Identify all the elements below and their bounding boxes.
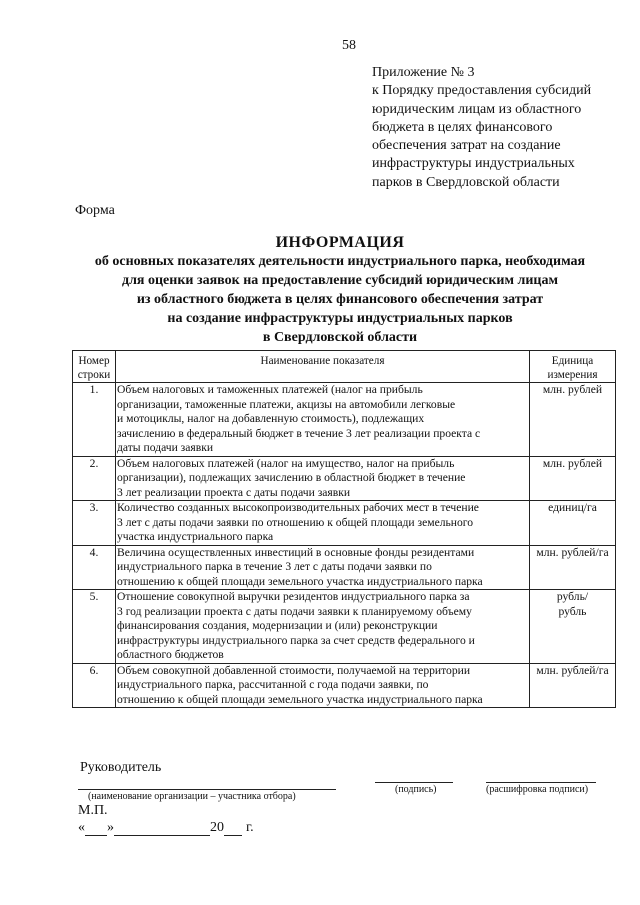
title-line: на создание инфраструктуры индустриальных парков bbox=[167, 311, 513, 326]
title-line: для оценки заявок на предоставление субсидий юридическим лицам bbox=[121, 273, 559, 288]
header-indicator-name bbox=[116, 351, 530, 383]
cell-line: Объем совокупной добавленной стоимости, получаемой на территории bbox=[117, 663, 471, 677]
cell-line: рубль/ bbox=[556, 590, 589, 603]
table-header-row bbox=[73, 351, 616, 383]
table-row bbox=[73, 456, 616, 501]
signature-caption: (подпись) bbox=[395, 784, 437, 795]
cell-line: 3 год реализации проекта с даты подачи заявки к планируемому объему bbox=[117, 604, 472, 618]
title-line: об основных показателях деятельности индустриального парка, необходимая bbox=[94, 254, 586, 269]
appendix-line: к Порядку предоставления субсидий bbox=[372, 83, 592, 99]
indicators-table bbox=[72, 350, 616, 708]
day-blank bbox=[85, 821, 107, 836]
month-blank bbox=[114, 821, 210, 836]
title-line: в Свердловской области bbox=[262, 330, 418, 345]
row-number: 6. bbox=[73, 663, 116, 708]
cell-line: Отношение совокупной выручки резидентов индустриального парка за bbox=[117, 590, 470, 603]
unit-cell bbox=[530, 383, 616, 457]
cell-line: отношению к общей площади земельного участка индустриального парка bbox=[117, 692, 483, 706]
table-row bbox=[73, 383, 616, 457]
header-unit bbox=[530, 351, 616, 383]
cell-line: даты подачи заявки bbox=[117, 441, 214, 454]
cell-line: млн. рублей bbox=[542, 383, 603, 396]
cell-line: млн. рублей/га bbox=[536, 545, 609, 559]
cell-line: Объем налоговых платежей (налог на имущество, налог на прибыль bbox=[117, 456, 455, 470]
appendix-block bbox=[372, 64, 591, 192]
indicator-name bbox=[116, 545, 530, 590]
cell-line: млн. рублей bbox=[542, 456, 603, 470]
appendix-line: обеспечения затрат на создание bbox=[372, 138, 561, 154]
row-number: 1. bbox=[73, 383, 116, 457]
header-text: Наименование показателя bbox=[260, 355, 385, 367]
appendix-line: бюджета в целях финансового bbox=[372, 119, 553, 135]
appendix-line: инфраструктуры индустриальных bbox=[372, 156, 575, 172]
stamp-place: М.П. bbox=[78, 803, 108, 818]
cell-line: единиц/га bbox=[548, 501, 597, 514]
cell-line: финансирования создания, модернизации и (или) реконструкции bbox=[117, 619, 438, 632]
cell-line: организации), подлежащих зачислению в областной бюджет в течение bbox=[117, 471, 466, 484]
cell-line: зачислению в федеральный бюджет в течение 3 лет реализации проекта с bbox=[117, 426, 481, 440]
unit-cell bbox=[530, 456, 616, 501]
indicator-name bbox=[116, 590, 530, 664]
title-line: из областного бюджета в целях финансового обеспечения затрат bbox=[136, 292, 544, 307]
cell-line: млн. рублей/га bbox=[536, 663, 609, 677]
row-number: 2. bbox=[73, 456, 116, 501]
cell-line: и мотоциклы, налог на добавленную стоимость), подлежащих bbox=[117, 412, 425, 425]
cell-line: рубль bbox=[558, 604, 587, 618]
form-label: Форма bbox=[75, 203, 115, 218]
cell-line: индустриального парка, рассчитанной с года подачи заявки, по bbox=[117, 678, 429, 691]
cell-line: областного бюджетов bbox=[117, 648, 224, 661]
cell-line: 3 лет реализации проекта с даты подачи заявки bbox=[117, 485, 351, 499]
year-blank bbox=[224, 821, 242, 836]
signature-decode-caption: (расшифровка подписи) bbox=[486, 784, 589, 795]
cell-line: отношению к общей площади земельного участка индустриального парка bbox=[117, 574, 483, 588]
appendix-line: парков в Свердловской области bbox=[372, 174, 560, 190]
table-row bbox=[73, 590, 616, 664]
row-number: 4. bbox=[73, 545, 116, 590]
table-row bbox=[73, 501, 616, 546]
date-open-quote: « bbox=[78, 820, 85, 835]
row-number: 3. bbox=[73, 501, 116, 546]
cell-line: 3 лет с даты подачи заявки по отношению к общей площади земельного bbox=[117, 515, 474, 529]
cell-line: организации, таможенные платежи, акцизы на автомобили легковые bbox=[117, 397, 456, 411]
header-row-number bbox=[73, 351, 116, 383]
indicator-name bbox=[116, 501, 530, 546]
cell-line: Объем налоговых и таможенных платежей (налог на прибыль bbox=[117, 383, 423, 396]
appendix-line: юридическим лицам из областного bbox=[372, 101, 582, 117]
signature-decode-line bbox=[486, 782, 596, 783]
table-row bbox=[73, 545, 616, 590]
cell-line: Величина осуществленных инвестиций в основные фонды резидентами bbox=[117, 545, 475, 559]
date-line bbox=[78, 820, 254, 836]
indicator-name bbox=[116, 456, 530, 501]
org-name-line bbox=[78, 789, 336, 790]
year-suffix: г. bbox=[246, 820, 254, 835]
header-text: строки bbox=[77, 369, 111, 381]
indicator-name bbox=[116, 663, 530, 708]
row-number: 5. bbox=[73, 590, 116, 664]
table-row bbox=[73, 663, 616, 708]
date-close-quote: » bbox=[107, 820, 114, 835]
page-number: 58 bbox=[342, 38, 356, 53]
signature-line bbox=[375, 782, 453, 783]
cell-line: инфраструктуры индустриального парка за счет средств федерального и bbox=[117, 633, 475, 647]
unit-cell bbox=[530, 501, 616, 546]
org-name-caption: (наименование организации – участника отбора) bbox=[88, 791, 296, 802]
title-heading: ИНФОРМАЦИЯ bbox=[275, 234, 405, 251]
date-century: 20 bbox=[210, 820, 224, 835]
cell-line: Количество созданных высокопроизводительных рабочих мест в течение bbox=[117, 501, 479, 514]
header-text: Единица bbox=[551, 355, 594, 367]
header-text: измерения bbox=[547, 369, 598, 381]
cell-line: участка индустриального парка bbox=[117, 530, 274, 543]
document-title bbox=[40, 233, 640, 347]
header-text: Номер bbox=[78, 355, 110, 367]
appendix-line: Приложение № 3 bbox=[372, 65, 475, 80]
cell-line: индустриального парка в течение 3 лет с даты подачи заявки по bbox=[117, 560, 432, 573]
unit-cell bbox=[530, 545, 616, 590]
unit-cell bbox=[530, 590, 616, 664]
indicator-name bbox=[116, 383, 530, 457]
unit-cell bbox=[530, 663, 616, 708]
head-label: Руководитель bbox=[80, 760, 162, 775]
